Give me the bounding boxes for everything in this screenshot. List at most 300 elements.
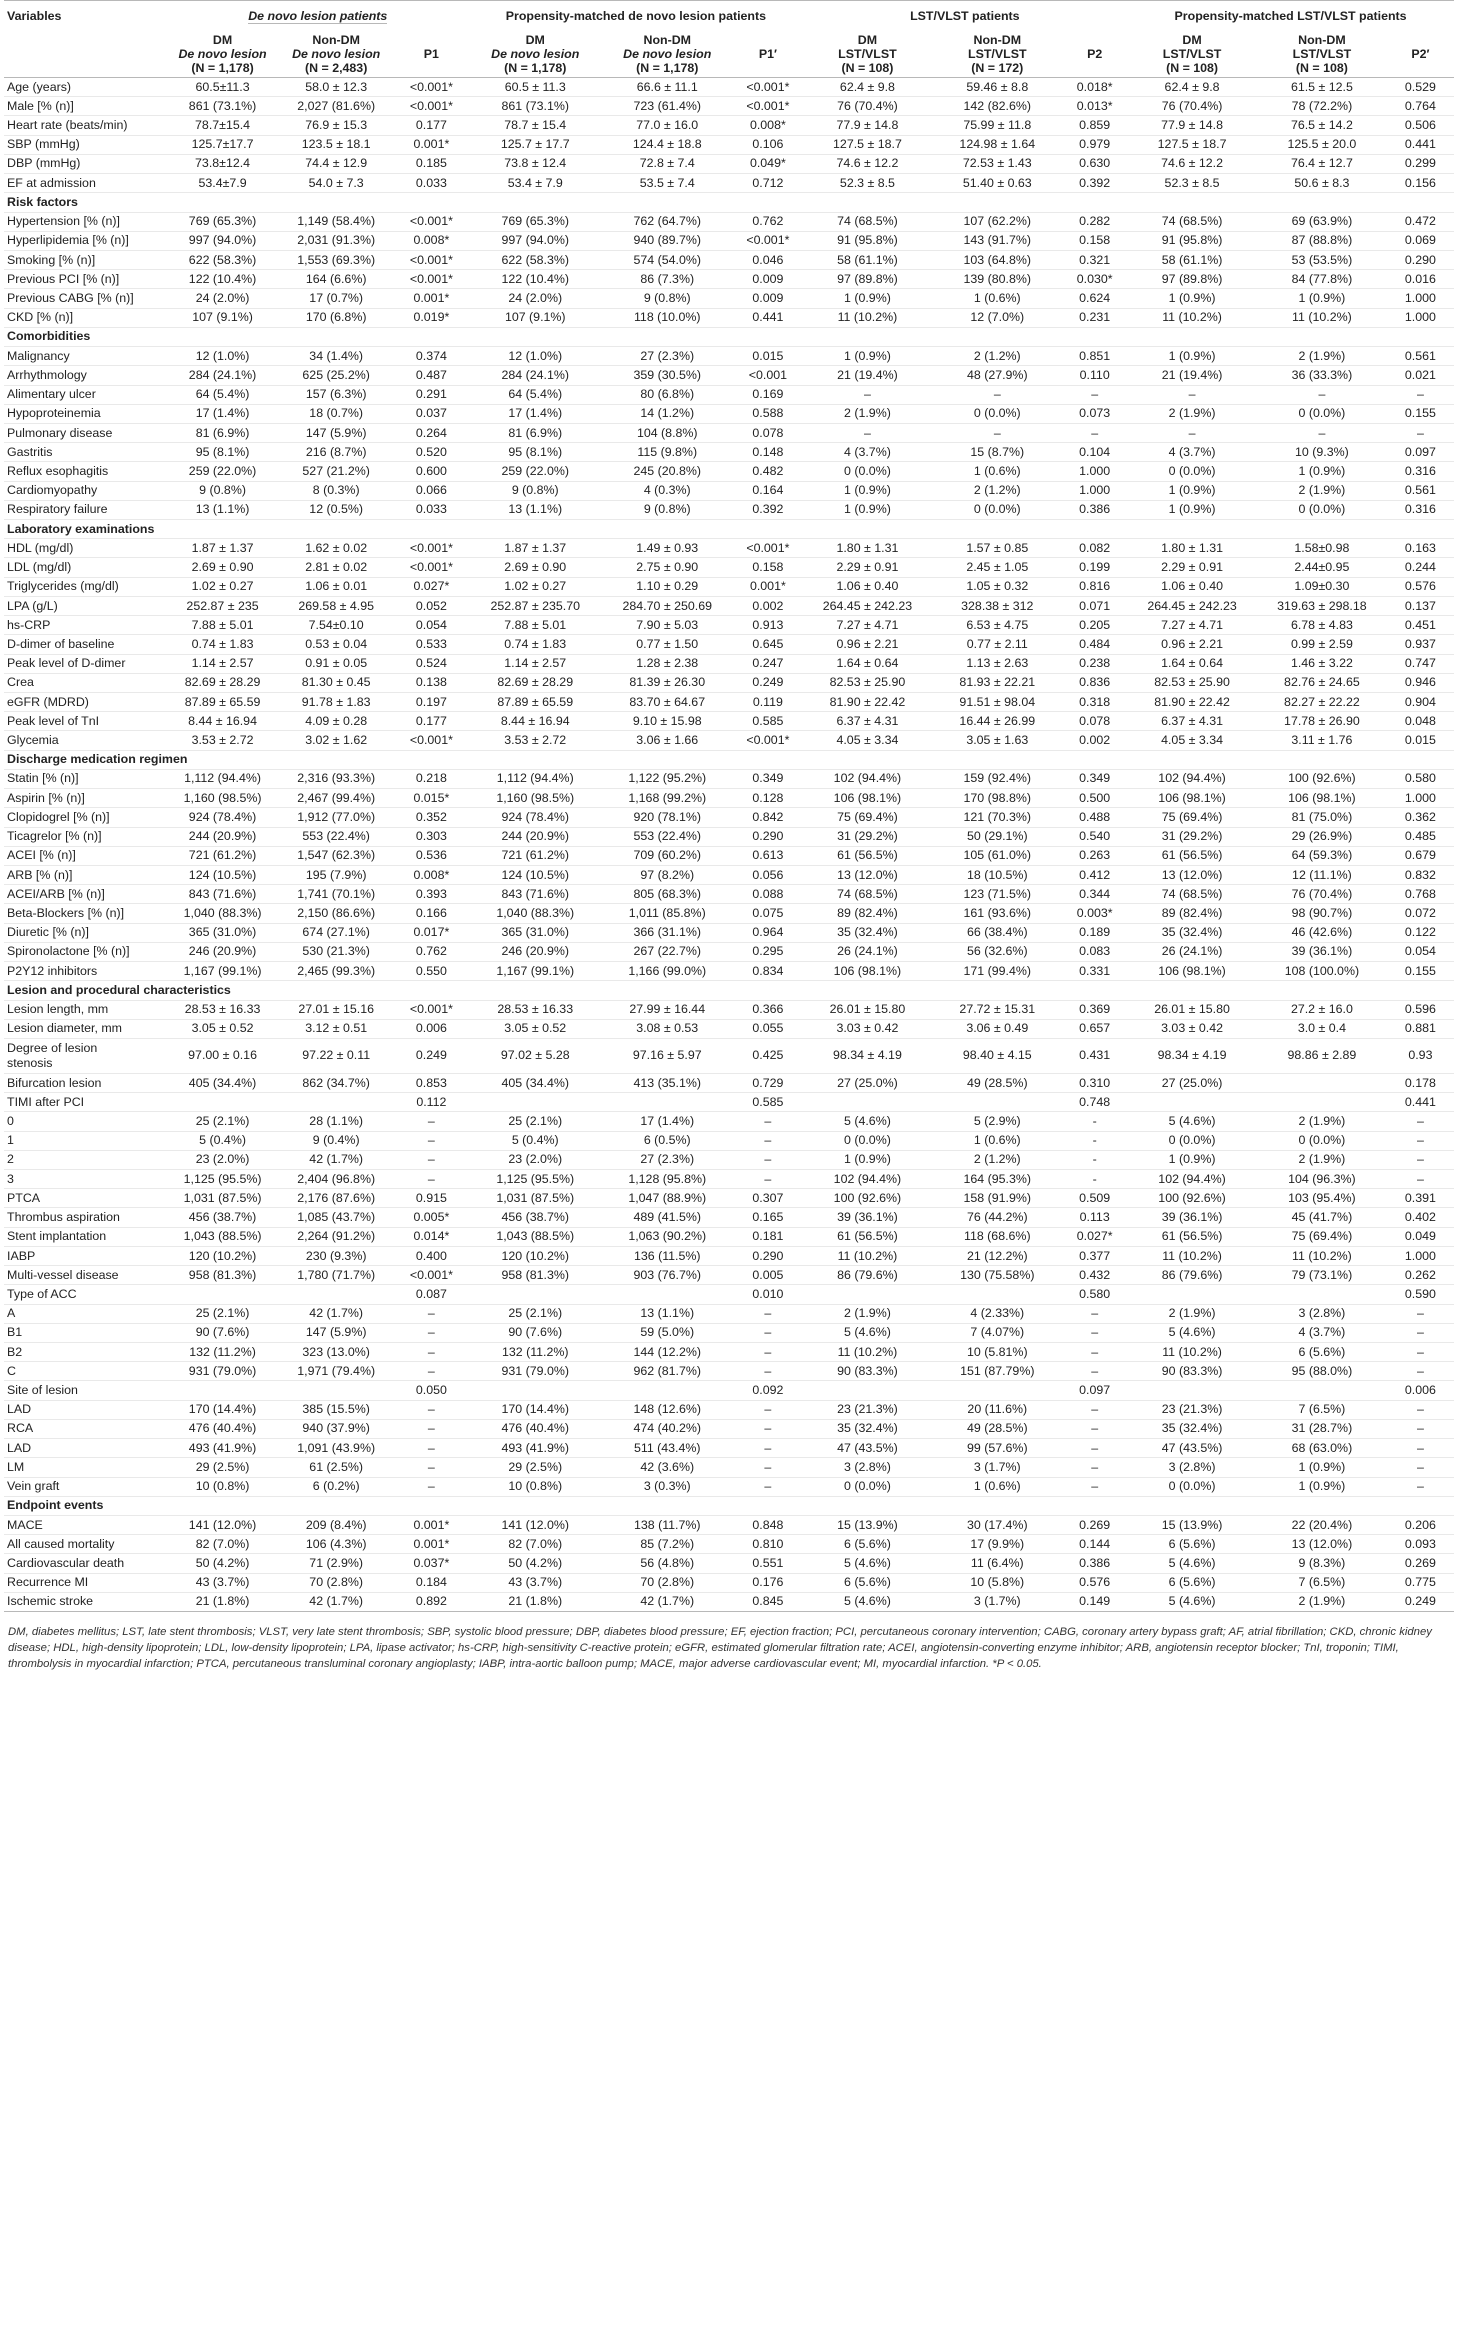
table-cell: 31 (29.2%) xyxy=(1127,827,1257,846)
table-cell: 0.310 xyxy=(1062,1073,1127,1092)
table-cell: 0.524 xyxy=(394,654,470,673)
table-cell: 0.072 xyxy=(1387,904,1454,923)
table-row xyxy=(4,1362,1454,1381)
table-cell: 90 (7.6%) xyxy=(469,1323,601,1342)
table-cell: 76 (70.4%) xyxy=(803,97,933,116)
variable-name: Site of lesion xyxy=(4,1381,166,1400)
table-cell: – xyxy=(1387,1170,1454,1189)
table-cell: 97.02 ± 5.28 xyxy=(469,1038,601,1073)
table-cell: – xyxy=(1387,1439,1454,1458)
table-cell: 141 (12.0%) xyxy=(469,1515,601,1534)
table-cell: 0.075 xyxy=(733,904,802,923)
variable-name: RCA xyxy=(4,1419,166,1438)
table-cell: 0 (0.0%) xyxy=(1257,1131,1387,1150)
table-cell: 64 (59.3%) xyxy=(1257,846,1387,865)
table-cell: 11 (10.2%) xyxy=(1257,308,1387,327)
table-cell: 259 (22.0%) xyxy=(469,462,601,481)
table-cell: 476 (40.4%) xyxy=(166,1419,279,1438)
table-cell: 7 (6.5%) xyxy=(1257,1400,1387,1419)
table-cell: 50.6 ± 8.3 xyxy=(1257,174,1387,193)
table-cell: 0.349 xyxy=(1062,769,1127,788)
table-cell: 0.155 xyxy=(1387,962,1454,981)
table-cell: 3.03 ± 0.42 xyxy=(803,1019,933,1038)
table-cell: 97 (89.8%) xyxy=(1127,270,1257,289)
table-cell: 12 (1.0%) xyxy=(469,347,601,366)
table-cell: 1.64 ± 0.64 xyxy=(803,654,933,673)
table-cell: – xyxy=(394,1131,470,1150)
table-cell: 209 (8.4%) xyxy=(279,1515,394,1534)
variable-name: Recurrence MI xyxy=(4,1573,166,1592)
table-cell: 61 (56.5%) xyxy=(803,1227,933,1246)
table-cell: – xyxy=(1387,1362,1454,1381)
table-cell: 11 (10.2%) xyxy=(1127,308,1257,327)
table-cell: 1 (0.6%) xyxy=(932,1477,1062,1496)
table-cell: 1.28 ± 2.38 xyxy=(601,654,733,673)
table-cell: 0.156 xyxy=(1387,174,1454,193)
table-cell: 2 (1.9%) xyxy=(1257,347,1387,366)
table-cell: 246 (20.9%) xyxy=(469,942,601,961)
table-cell: 365 (31.0%) xyxy=(469,923,601,942)
table-row xyxy=(4,423,1454,442)
table-cell: 244 (20.9%) xyxy=(469,827,601,846)
table-cell: 0.197 xyxy=(394,693,470,712)
table-cell: – xyxy=(733,1131,802,1150)
table-cell: 0.128 xyxy=(733,789,802,808)
table-cell: 0.249 xyxy=(1387,1592,1454,1611)
table-cell: 1,741 (70.1%) xyxy=(279,885,394,904)
table-cell: 0.295 xyxy=(733,942,802,961)
table-cell: 721 (61.2%) xyxy=(166,846,279,865)
table-cell: 73.8 ± 12.4 xyxy=(469,154,601,173)
variable-name: Respiratory failure xyxy=(4,500,166,519)
sub-header-line1: P2 xyxy=(1087,47,1103,61)
table-cell: 103 (64.8%) xyxy=(932,250,1062,269)
table-cell: 60.5±11.3 xyxy=(166,78,279,97)
table-cell: 413 (35.1%) xyxy=(601,1073,733,1092)
table-cell: 48 (27.9%) xyxy=(932,366,1062,385)
table-cell: 1.000 xyxy=(1387,289,1454,308)
table-cell: 108 (100.0%) xyxy=(1257,962,1387,981)
table-cell: 1.06 ± 0.40 xyxy=(803,577,933,596)
table-cell: 0.392 xyxy=(733,500,802,519)
sub-header-line2: De novo lesion xyxy=(623,47,712,61)
table-cell: 81.30 ± 0.45 xyxy=(279,673,394,692)
table-cell: – xyxy=(394,1477,470,1496)
table-cell: 0.097 xyxy=(1387,443,1454,462)
table-row xyxy=(4,1019,1454,1038)
table-cell: – xyxy=(1387,423,1454,442)
table-cell: <0.001* xyxy=(394,250,470,269)
table-cell: 82.53 ± 25.90 xyxy=(803,673,933,692)
table-cell: 284.70 ± 250.69 xyxy=(601,596,733,615)
table-cell: 0.010 xyxy=(733,1285,802,1304)
table-cell: 95 (88.0%) xyxy=(1257,1362,1387,1381)
table-cell: <0.001* xyxy=(733,731,802,750)
table-cell: 127.5 ± 18.7 xyxy=(803,135,933,154)
table-cell: 3.05 ± 0.52 xyxy=(469,1019,601,1038)
table-cell: 0.158 xyxy=(1062,231,1127,250)
variable-name: Hypertension [% (n)] xyxy=(4,212,166,231)
table-cell: 49 (28.5%) xyxy=(932,1073,1062,1092)
table-cell: 91 (95.8%) xyxy=(803,231,933,250)
table-cell: 0.015 xyxy=(1387,731,1454,750)
table-cell: 12 (7.0%) xyxy=(932,308,1062,327)
table-cell: 0.119 xyxy=(733,693,802,712)
sub-header-line3: (N = 172) xyxy=(971,61,1024,75)
variable-name: A xyxy=(4,1304,166,1323)
table-cell: 0.083 xyxy=(1062,942,1127,961)
table-cell: 2,316 (93.3%) xyxy=(279,769,394,788)
table-cell: 26 (24.1%) xyxy=(803,942,933,961)
table-cell xyxy=(1127,1381,1257,1400)
table-cell: 476 (40.4%) xyxy=(469,1419,601,1438)
table-cell: 3 (0.3%) xyxy=(601,1477,733,1496)
table-cell: 674 (27.1%) xyxy=(279,923,394,942)
table-cell: 54.0 ± 7.3 xyxy=(279,174,394,193)
table-cell: 0.96 ± 2.21 xyxy=(803,635,933,654)
table-row xyxy=(4,1150,1454,1169)
table-cell: 18 (0.7%) xyxy=(279,404,394,423)
table-cell: 0.590 xyxy=(1387,1285,1454,1304)
table-cell: 0.177 xyxy=(394,712,470,731)
table-cell: 76.9 ± 15.3 xyxy=(279,116,394,135)
table-cell: 319.63 ± 298.18 xyxy=(1257,596,1387,615)
table-cell: 0.374 xyxy=(394,347,470,366)
table-row xyxy=(4,135,1454,154)
table-cell: 1.14 ± 2.57 xyxy=(166,654,279,673)
table-cell: 0.472 xyxy=(1387,212,1454,231)
table-cell: 0.485 xyxy=(1387,827,1454,846)
table-cell: 0.014* xyxy=(394,1227,470,1246)
table-cell: 74 (68.5%) xyxy=(803,212,933,231)
table-cell: 106 (4.3%) xyxy=(279,1535,394,1554)
table-row xyxy=(4,596,1454,615)
table-cell: 27 (25.0%) xyxy=(1127,1073,1257,1092)
table-cell: 70 (2.8%) xyxy=(279,1573,394,1592)
table-cell: 0.177 xyxy=(394,116,470,135)
table-cell: 5 (4.6%) xyxy=(803,1554,933,1573)
table-cell: 3 (1.7%) xyxy=(932,1458,1062,1477)
table-cell: 91 (95.8%) xyxy=(1127,231,1257,250)
table-cell: – xyxy=(394,1400,470,1419)
variable-name: LAD xyxy=(4,1439,166,1458)
table-cell: 27.2 ± 16.0 xyxy=(1257,1000,1387,1019)
table-cell: 125.7 ± 17.7 xyxy=(469,135,601,154)
section-title: Lesion and procedural characteristics xyxy=(4,981,1454,1000)
table-cell: 0.74 ± 1.83 xyxy=(469,635,601,654)
table-cell: 3 (2.8%) xyxy=(803,1458,933,1477)
variable-name: LPA (g/L) xyxy=(4,596,166,615)
sub-header-7 xyxy=(932,31,1062,78)
table-cell: 1,160 (98.5%) xyxy=(166,789,279,808)
variable-name: 3 xyxy=(4,1170,166,1189)
table-cell: 0.488 xyxy=(1062,808,1127,827)
table-cell: 70 (2.8%) xyxy=(601,1573,733,1592)
table-cell: 1 (0.6%) xyxy=(932,289,1062,308)
table-cell: 1.06 ± 0.40 xyxy=(1127,577,1257,596)
table-cell xyxy=(469,1093,601,1112)
table-row xyxy=(4,1477,1454,1496)
table-cell: 3.02 ± 1.62 xyxy=(279,731,394,750)
table-cell: 60.5 ± 11.3 xyxy=(469,78,601,97)
table-cell xyxy=(601,1381,733,1400)
table-cell: 0.600 xyxy=(394,462,470,481)
table-cell: 2.45 ± 1.05 xyxy=(932,558,1062,577)
table-cell: 5 (4.6%) xyxy=(803,1112,933,1131)
table-cell: 553 (22.4%) xyxy=(601,827,733,846)
variable-name: Triglycerides (mg/dl) xyxy=(4,577,166,596)
table-cell: 456 (38.7%) xyxy=(166,1208,279,1227)
table-cell: 0.148 xyxy=(733,443,802,462)
table-cell: 6.53 ± 4.75 xyxy=(932,616,1062,635)
table-cell: 9.10 ± 15.98 xyxy=(601,712,733,731)
table-cell: 89 (82.4%) xyxy=(1127,904,1257,923)
table-cell: 0.078 xyxy=(1062,712,1127,731)
table-cell: 95 (8.1%) xyxy=(166,443,279,462)
table-row xyxy=(4,1515,1454,1534)
table-cell: 1 (0.9%) xyxy=(1257,1477,1387,1496)
sub-header-10 xyxy=(1257,31,1387,78)
table-cell: 0.979 xyxy=(1062,135,1127,154)
table-cell: 82.27 ± 22.22 xyxy=(1257,693,1387,712)
table-cell: 4.05 ± 3.34 xyxy=(1127,731,1257,750)
table-footnote: DM, diabetes mellitus; LST, late stent thrombosis; VLST, very late stent thrombosis; SBP, systolic blood pressure; DBP, diabetes blood pressure; EF, ejection fraction; PCI, percutaneous coronary intervention; CABG, coronary artery bypass graft; AF, atrial fibrillation; CKD, chronic kidney disease; HDL, high-density lipoprotein; LDL, low-density lipoprotein; LPA, lipase activator; hs-CRP, high-sensitivity C-reactive protein; eGFR, estimated glomerular filtration rate; ACEI, angiotensin-converting enzyme inhibitor; ARB, angiotensin receptor blocker; TnI, troponin; TIMI, thrombolysis in myocardial infarction; PTCA, percutaneous transluminal coronary angioplasty; IABP, intra-aortic balloon pump; MACE, major adverse cardiovascular event; MI, myocardial infarction. *P < 0.05. xyxy=(8,1626,1432,1671)
table-cell: 91.78 ± 1.83 xyxy=(279,693,394,712)
table-cell: <0.001* xyxy=(394,97,470,116)
table-cell: – xyxy=(1257,385,1387,404)
table-cell: 42 (1.7%) xyxy=(279,1592,394,1611)
table-cell: 0.110 xyxy=(1062,366,1127,385)
table-cell: 0.441 xyxy=(733,308,802,327)
table-cell: 456 (38.7%) xyxy=(469,1208,601,1227)
table-row xyxy=(4,154,1454,173)
table-cell: 106 (98.1%) xyxy=(803,962,933,981)
sub-header-5 xyxy=(733,31,802,78)
table-cell: 61.5 ± 12.5 xyxy=(1257,78,1387,97)
table-cell: 56 (32.6%) xyxy=(932,942,1062,961)
table-cell: 1,112 (94.4%) xyxy=(166,769,279,788)
table-cell: 1,040 (88.3%) xyxy=(166,904,279,923)
table-cell xyxy=(932,1285,1062,1304)
table-cell: 0.431 xyxy=(1062,1038,1127,1073)
table-cell: 0.915 xyxy=(394,1189,470,1208)
table-cell: 1.87 ± 1.37 xyxy=(166,539,279,558)
table-cell: – xyxy=(1062,423,1127,442)
table-cell: 0 (0.0%) xyxy=(803,1477,933,1496)
sub-header-line2: De novo lesion xyxy=(292,47,381,61)
table-cell: – xyxy=(394,1112,470,1131)
table-cell: 920 (78.1%) xyxy=(601,808,733,827)
table-cell: 958 (81.3%) xyxy=(166,1266,279,1285)
table-cell: 5 (0.4%) xyxy=(469,1131,601,1150)
table-cell: 27.01 ± 15.16 xyxy=(279,1000,394,1019)
table-cell: 1,125 (95.5%) xyxy=(166,1170,279,1189)
table-cell: 0.392 xyxy=(1062,174,1127,193)
sub-header-line1: P1 xyxy=(423,47,439,61)
table-cell: 12 (11.1%) xyxy=(1257,865,1387,884)
table-cell: 2 (1.2%) xyxy=(932,1150,1062,1169)
table-cell: 39 (36.1%) xyxy=(1257,942,1387,961)
table-cell: 74.6 ± 12.2 xyxy=(803,154,933,173)
table-cell: 0.551 xyxy=(733,1554,802,1573)
variable-name: SBP (mmHg) xyxy=(4,135,166,154)
table-cell: 21 (1.8%) xyxy=(166,1592,279,1611)
sub-header-8 xyxy=(1062,31,1127,78)
table-cell: 123 (71.5%) xyxy=(932,885,1062,904)
table-cell: 147 (5.9%) xyxy=(279,423,394,442)
table-cell: 0.056 xyxy=(733,865,802,884)
table-cell: 124 (10.5%) xyxy=(469,865,601,884)
variable-name: LDL (mg/dl) xyxy=(4,558,166,577)
table-cell: 11 (6.4%) xyxy=(932,1554,1062,1573)
table-cell: 0.536 xyxy=(394,846,470,865)
table-cell: – xyxy=(394,1439,470,1458)
table-cell xyxy=(1257,1073,1387,1092)
table-cell: 5 (4.6%) xyxy=(1127,1112,1257,1131)
table-cell: 35 (32.4%) xyxy=(803,923,933,942)
table-cell: 0.576 xyxy=(1387,577,1454,596)
table-cell: 0.158 xyxy=(733,558,802,577)
table-cell: 23 (2.0%) xyxy=(469,1150,601,1169)
table-cell: 0.290 xyxy=(1387,250,1454,269)
table-cell: – xyxy=(1387,1400,1454,1419)
table-cell: 1.02 ± 0.27 xyxy=(469,577,601,596)
table-cell: 26.01 ± 15.80 xyxy=(1127,1000,1257,1019)
table-cell: 11 (10.2%) xyxy=(803,308,933,327)
table-cell: 87.89 ± 65.59 xyxy=(166,693,279,712)
table-cell: 366 (31.1%) xyxy=(601,923,733,942)
table-cell: 53.5 ± 7.4 xyxy=(601,174,733,193)
table-cell xyxy=(601,1093,733,1112)
table-row xyxy=(4,827,1454,846)
table-cell: 170 (6.8%) xyxy=(279,308,394,327)
variable-name: Multi-vessel disease xyxy=(4,1266,166,1285)
table-cell: 7 (6.5%) xyxy=(1257,1573,1387,1592)
table-row xyxy=(4,462,1454,481)
table-cell: 0.892 xyxy=(394,1592,470,1611)
table-cell: 53 (53.5%) xyxy=(1257,250,1387,269)
table-cell: 43 (3.7%) xyxy=(166,1573,279,1592)
table-cell: 43 (3.7%) xyxy=(469,1573,601,1592)
table-cell: 52.3 ± 8.5 xyxy=(803,174,933,193)
table-cell: 0.037 xyxy=(394,404,470,423)
table-cell: 15 (8.7%) xyxy=(932,443,1062,462)
table-cell: 21 (19.4%) xyxy=(1127,366,1257,385)
table-cell: 0.520 xyxy=(394,443,470,462)
table-cell: 1,011 (85.8%) xyxy=(601,904,733,923)
table-cell xyxy=(279,1381,394,1400)
table-cell: 0.189 xyxy=(1062,923,1127,942)
table-cell: 75.99 ± 11.8 xyxy=(932,116,1062,135)
table-cell: 138 (11.7%) xyxy=(601,1515,733,1534)
table-cell: 141 (12.0%) xyxy=(166,1515,279,1534)
table-cell: 958 (81.3%) xyxy=(469,1266,601,1285)
variable-name: Gastritis xyxy=(4,443,166,462)
table-row xyxy=(4,347,1454,366)
sub-header-line3: (N = 1,178) xyxy=(636,61,699,75)
table-cell: – xyxy=(1062,385,1127,404)
table-cell: 0.050 xyxy=(394,1381,470,1400)
variable-name: Clopidogrel [% (n)] xyxy=(4,808,166,827)
table-cell: 1 (0.9%) xyxy=(1127,500,1257,519)
variable-name: D-dimer of baseline xyxy=(4,635,166,654)
table-cell: – xyxy=(394,1170,470,1189)
table-cell: 2.75 ± 0.90 xyxy=(601,558,733,577)
table-cell: 99 (57.6%) xyxy=(932,1439,1062,1458)
table-cell: 1 (0.6%) xyxy=(932,1131,1062,1150)
table-row xyxy=(4,270,1454,289)
sub-header-line1: Non-DM xyxy=(643,33,691,47)
table-cell: 6 (5.6%) xyxy=(803,1535,933,1554)
table-cell: 50 (29.1%) xyxy=(932,827,1062,846)
table-cell: 0.318 xyxy=(1062,693,1127,712)
table-cell: 159 (92.4%) xyxy=(932,769,1062,788)
variable-name: Malignancy xyxy=(4,347,166,366)
table-cell: 144 (12.2%) xyxy=(601,1343,733,1362)
table-cell: 9 (0.8%) xyxy=(601,500,733,519)
table-cell: 106 (98.1%) xyxy=(1257,789,1387,808)
table-cell: 61 (56.5%) xyxy=(1127,846,1257,865)
table-cell: 244 (20.9%) xyxy=(166,827,279,846)
table-cell: 0.588 xyxy=(733,404,802,423)
section-title: Endpoint events xyxy=(4,1496,1454,1515)
table-cell: 2,465 (99.3%) xyxy=(279,962,394,981)
table-cell: 0.238 xyxy=(1062,654,1127,673)
table-cell: 7.88 ± 5.01 xyxy=(469,616,601,635)
table-cell: 125.5 ± 20.0 xyxy=(1257,135,1387,154)
table-cell: 0.550 xyxy=(394,962,470,981)
table-cell: 0.049 xyxy=(1387,1227,1454,1246)
table-row xyxy=(4,885,1454,904)
table-cell: 0.509 xyxy=(1062,1189,1127,1208)
table-cell: 2.69 ± 0.90 xyxy=(469,558,601,577)
table-cell: 34 (1.4%) xyxy=(279,347,394,366)
table-cell: 0.832 xyxy=(1387,865,1454,884)
variable-name: B1 xyxy=(4,1323,166,1342)
sub-header-line3: (N = 1,178) xyxy=(504,61,567,75)
table-cell: – xyxy=(733,1304,802,1323)
table-cell xyxy=(803,1093,933,1112)
table-row xyxy=(4,1131,1454,1150)
variable-name: Spironolactone [% (n)] xyxy=(4,942,166,961)
table-cell: 3.0 ± 0.4 xyxy=(1257,1019,1387,1038)
table-cell: 0.009 xyxy=(733,270,802,289)
table-cell: 0.066 xyxy=(394,481,470,500)
table-cell: 77.9 ± 14.8 xyxy=(803,116,933,135)
table-cell: 74 (68.5%) xyxy=(803,885,933,904)
table-row xyxy=(4,385,1454,404)
table-row xyxy=(4,366,1454,385)
table-cell: 61 (56.5%) xyxy=(1127,1227,1257,1246)
table-cell: 0.946 xyxy=(1387,673,1454,692)
baseline-characteristics-table xyxy=(4,0,1454,1612)
table-cell: 61 (56.5%) xyxy=(803,846,933,865)
table-cell: 195 (7.9%) xyxy=(279,865,394,884)
table-cell: 0.008* xyxy=(394,231,470,250)
table-row xyxy=(4,1227,1454,1246)
table-cell: 0.001* xyxy=(733,577,802,596)
table-cell: <0.001* xyxy=(394,78,470,97)
table-cell: 0.331 xyxy=(1062,962,1127,981)
table-cell: 0.630 xyxy=(1062,154,1127,173)
table-cell: 0.391 xyxy=(1387,1189,1454,1208)
table-cell: 6.37 ± 4.31 xyxy=(1127,712,1257,731)
table-cell: 9 (8.3%) xyxy=(1257,1554,1387,1573)
table-cell: – xyxy=(1127,385,1257,404)
table-cell: 0.913 xyxy=(733,616,802,635)
table-cell: 50 (4.2%) xyxy=(166,1554,279,1573)
table-cell: 28.53 ± 16.33 xyxy=(166,1000,279,1019)
